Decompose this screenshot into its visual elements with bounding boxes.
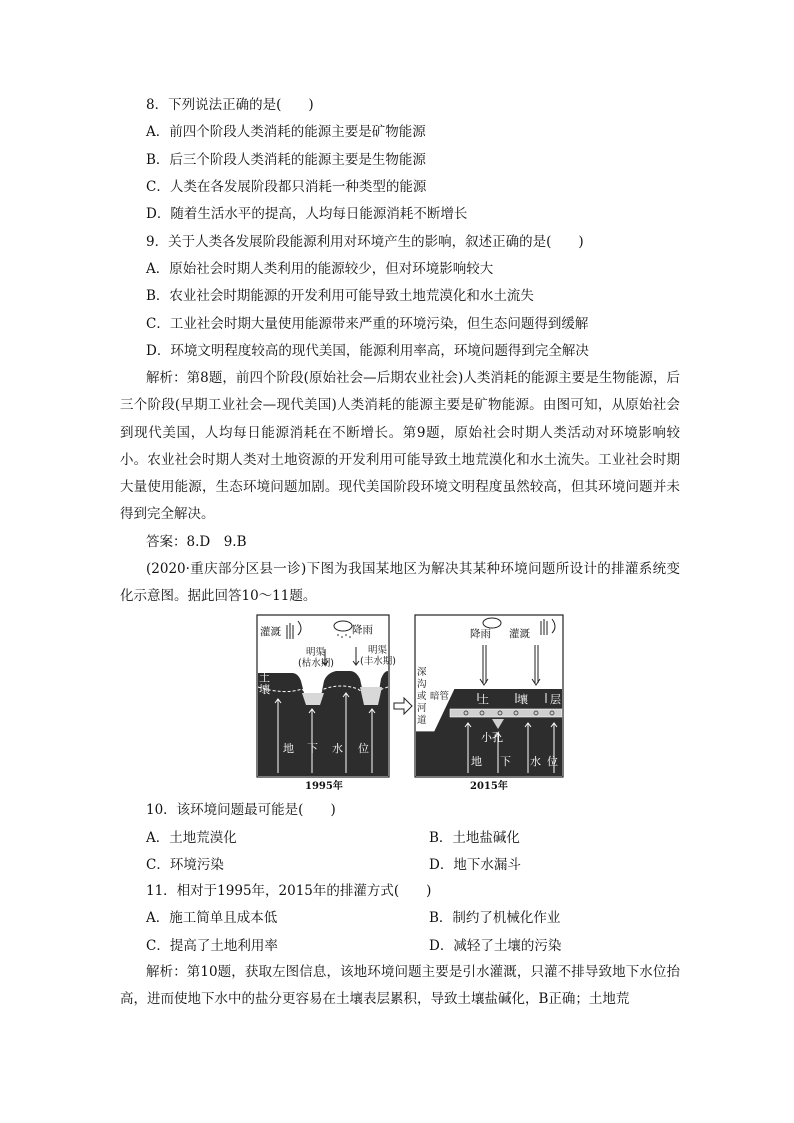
label-gw-2015-2: 下: [500, 755, 511, 768]
label-pipe: 暗管: [430, 691, 450, 702]
label-canal-dry-2: (枯水期): [298, 658, 334, 669]
label-soil-2015-1: 土: [478, 693, 489, 706]
rain-cloud-2015-icon: [483, 618, 501, 628]
year-2015: 2015年: [470, 781, 508, 792]
q11-option-b: B．制约了机械化作业: [429, 910, 561, 926]
q11-option-d: D．减轻了土壤的污染: [429, 938, 562, 954]
q10-stem: 10．该环境问题最可能是( ): [146, 802, 336, 818]
label-gw-1995-4: 位: [358, 742, 369, 755]
answer-line: 答案：8.D 9.B: [146, 534, 247, 550]
label-soil-1995-1: 土: [259, 671, 270, 684]
q8-option-a: A．前四个阶段人类消耗的能源主要是矿物能源: [146, 124, 426, 140]
label-irrigation-1995: 灌溉: [260, 626, 281, 638]
label-gw-2015-1: 地: [471, 755, 482, 768]
q8-option-b: B．后三个阶段人类消耗的能源主要是生物能源: [146, 152, 426, 168]
label-ditch-4: 河: [417, 703, 427, 714]
label-canal-wet-2: (丰水期): [360, 656, 396, 667]
label-ditch-3: 或: [417, 691, 427, 702]
q9-option-a: A．原始社会时期人类利用的能源较少，但对环境影响较大: [146, 261, 494, 277]
label-ditch-2: 沟: [417, 679, 427, 690]
q10-option-d: D．地下水漏斗: [429, 857, 521, 873]
label-gw-2015-3: 水: [530, 755, 541, 768]
panel-2015: [415, 615, 563, 792]
q9-option-c: C．工业社会时期大量使用能源带来严重的环境污染，但生态问题得到缓解: [146, 316, 589, 332]
label-canal-wet-1: 明渠: [368, 645, 388, 656]
label-ditch-5: 道: [417, 715, 427, 726]
q11-stem: 11．相对于1995年，2015年的排灌方式( ): [146, 883, 432, 899]
analysis-paragraph-1: 解析：第8题，前四个阶段(原始社会—后期农业社会)人类消耗的能源主要是生物能源，后三个阶段(早期工业社会—现代美国)人类消耗的能源主要是矿物能源。由图可知，从原始社会到现代美国，人均每日能源消耗在不断增长。第9题，原始社会时期人类活动对环境影响较小。农业社会时期人类对土地资源的开发利用可能导致土地荒漠化和水土流失。工业社会时期大量使用能源，生态环境问题加剧。现代美国阶段环境文明程度虽然较高，但其环境问题并未得到完全解决。: [120, 370, 680, 523]
drainage-system-diagram: [254, 613, 566, 793]
label-rain-2015: 降雨: [470, 628, 491, 640]
q10-option-b: B．土地盐碱化: [429, 830, 520, 846]
label-soil-2015-2: 壤: [517, 693, 528, 706]
q8-option-c: C．人类在各发展阶段都只消耗一种类型的能源: [146, 179, 427, 195]
year-1995: 1995年: [305, 781, 343, 792]
drain-pipe: [450, 709, 562, 717]
label-gw-2015-4: 位: [547, 755, 558, 768]
label-gw-1995-3: 水: [332, 742, 343, 755]
label-gw-1995-1: 地: [283, 742, 294, 755]
transition-arrow-icon: [394, 698, 412, 714]
label-canal-dry-1: 明渠: [306, 647, 326, 658]
q9-option-b: B．农业社会时期能源的开发利用可能导致土地荒漠化和水土流失: [146, 288, 534, 304]
q11-option-c: C．提高了土地利用率: [146, 938, 278, 954]
q8-option-d: D．随着生活水平的提高，人均每日能源消耗不断增长: [146, 206, 468, 222]
label-gw-1995-2: 下: [307, 742, 318, 755]
intro-paragraph: (2020·重庆部分区县一诊)下图为我国某地区为解决其某种环境问题所设计的排灌系统变化示意图。据此回答10～11题。: [120, 561, 680, 605]
q10-option-c: C．环境污染: [146, 857, 224, 873]
label-hole: 小孔: [481, 731, 503, 744]
label-ditch-1: 深: [417, 667, 427, 678]
label-soil-2015-3: 层: [550, 693, 561, 706]
q11-option-a: A．施工简单且成本低: [146, 910, 278, 926]
label-irrigation-2015: 灌溉: [509, 628, 530, 640]
analysis-paragraph-2: 解析：第10题，获取左图信息，该地环境问题主要是引水灌溉，只灌不排导致地下水位抬高，进而使地下水中的盐分更容易在土壤表层累积，导致土壤盐碱化，B正确；土地荒: [120, 964, 680, 1008]
label-rain-1995: 降雨: [352, 624, 373, 636]
q9-stem: 9．关于人类各发展阶段能源利用对环境产生的影响，叙述正确的是( ): [146, 234, 584, 250]
q8-stem: 8．下列说法正确的是( ): [146, 97, 314, 113]
rain-cloud-icon: [334, 621, 352, 631]
q9-option-d: D．环境文明程度较高的现代美国，能源利用率高，环境问题得到完全解决: [146, 343, 589, 359]
label-soil-1995-2: 壤: [259, 683, 270, 696]
q10-option-a: A．土地荒漠化: [146, 830, 237, 846]
panel-1995: [257, 615, 396, 792]
